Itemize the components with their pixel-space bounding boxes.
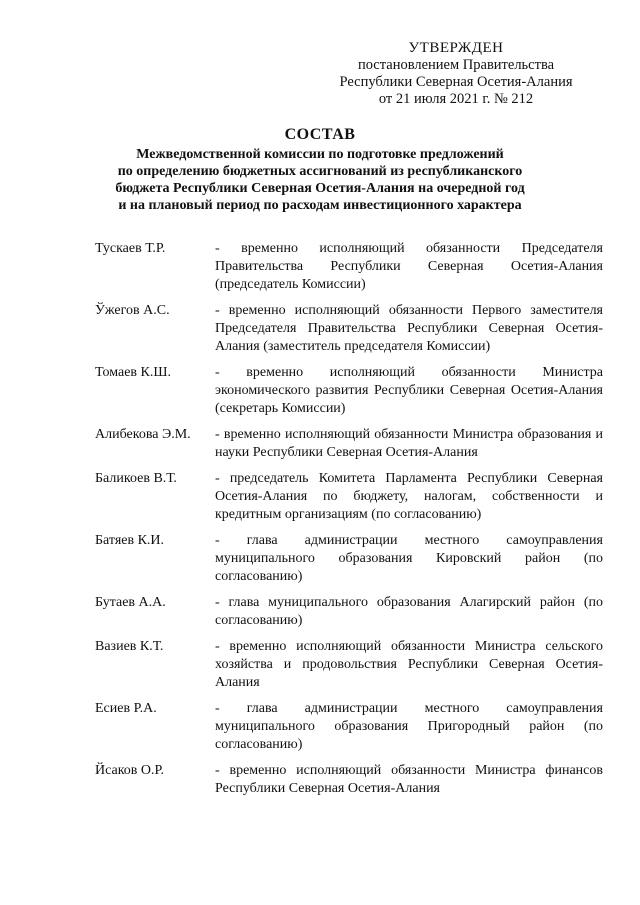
member-row (95, 426, 603, 462)
member-name: Тускаев Т.Р. (95, 241, 166, 256)
member-name: Алибекова Э.М. (95, 427, 191, 442)
member-row (95, 364, 603, 418)
member-name: Вазиев К.Т. (95, 639, 164, 654)
subtitle-line-2: по определению бюджетных ассигнований из республиканского (117, 164, 523, 179)
members-list (95, 240, 603, 798)
title-heading: СОСТАВ (284, 126, 356, 143)
document-title (70, 125, 570, 214)
member-row (95, 762, 603, 798)
member-row (95, 470, 603, 524)
member-row (95, 700, 603, 754)
member-role: - глава администрации местного самоуправления муниципального образования Пригородный район (по согласованию) (215, 701, 603, 752)
subtitle-line-1: Межведомственной комиссии по подготовке предложений (136, 147, 504, 162)
approval-block (330, 40, 582, 108)
member-name: Батяев К.И. (95, 533, 165, 548)
member-name: Баликоев В.Т. (95, 471, 177, 486)
approval-stamp: УТВЕРЖДЕН (408, 40, 504, 56)
member-row (95, 240, 603, 294)
approval-line-3: от 21 июля 2021 г. № 212 (378, 91, 534, 107)
member-row (95, 302, 603, 356)
member-role: - временно исполняющий обязанности Первого заместителя Председателя Правительства Республики Северная Осетия-Алания (заместитель председателя Комиссии) (215, 303, 603, 354)
member-role: - временно исполняющий обязанности Министра образования и науки Республики Северная Осетия-Алания (215, 427, 603, 460)
title-subtitle (70, 146, 570, 214)
member-role: - председатель Комитета Парламента Республики Северная Осетия-Алания по бюджету, налогам, собственности и кредитным организациям (по согласованию) (215, 471, 603, 522)
member-name: Томаев К.Ш. (95, 365, 171, 380)
member-name: Ўжегов А.С. (95, 303, 170, 318)
member-name: Бутаев А.А. (95, 595, 166, 610)
member-row (95, 532, 603, 586)
member-row (95, 638, 603, 692)
member-role: - временно исполняющий обязанности Министра финансов Республики Северная Осетия-Алания (215, 763, 603, 796)
member-role: - глава администрации местного самоуправления муниципального образования Кировский район (по согласованию) (215, 533, 603, 584)
member-role: - временно исполняющий обязанности Министра экономического развития Республики Северная Осетия-Алания (секретарь Комиссии) (215, 365, 603, 416)
member-name: Есиев Р.А. (95, 701, 157, 716)
member-role: - глава муниципального образования Алагирский район (по согласованию) (215, 595, 603, 628)
member-name: Йсаков О.Р. (95, 763, 165, 778)
approval-line-2: Республики Северная Осетия-Алания (339, 74, 573, 90)
member-role: - временно исполняющий обязанности Министра сельского хозяйства и продовольствия Республики Северная Осетия-Алания (215, 639, 603, 690)
member-row (95, 594, 603, 630)
approval-line-1: постановлением Правительства (357, 57, 555, 73)
member-role: - временно исполняющий обязанности Председателя Правительства Республики Северная Осетия-Алания (председатель Комиссии) (215, 241, 603, 292)
subtitle-line-3: бюджета Республики Северная Осетия-Алания на очередной год (115, 181, 525, 196)
subtitle-line-4: и на плановый период по расходам инвестиционного характера (118, 198, 522, 213)
